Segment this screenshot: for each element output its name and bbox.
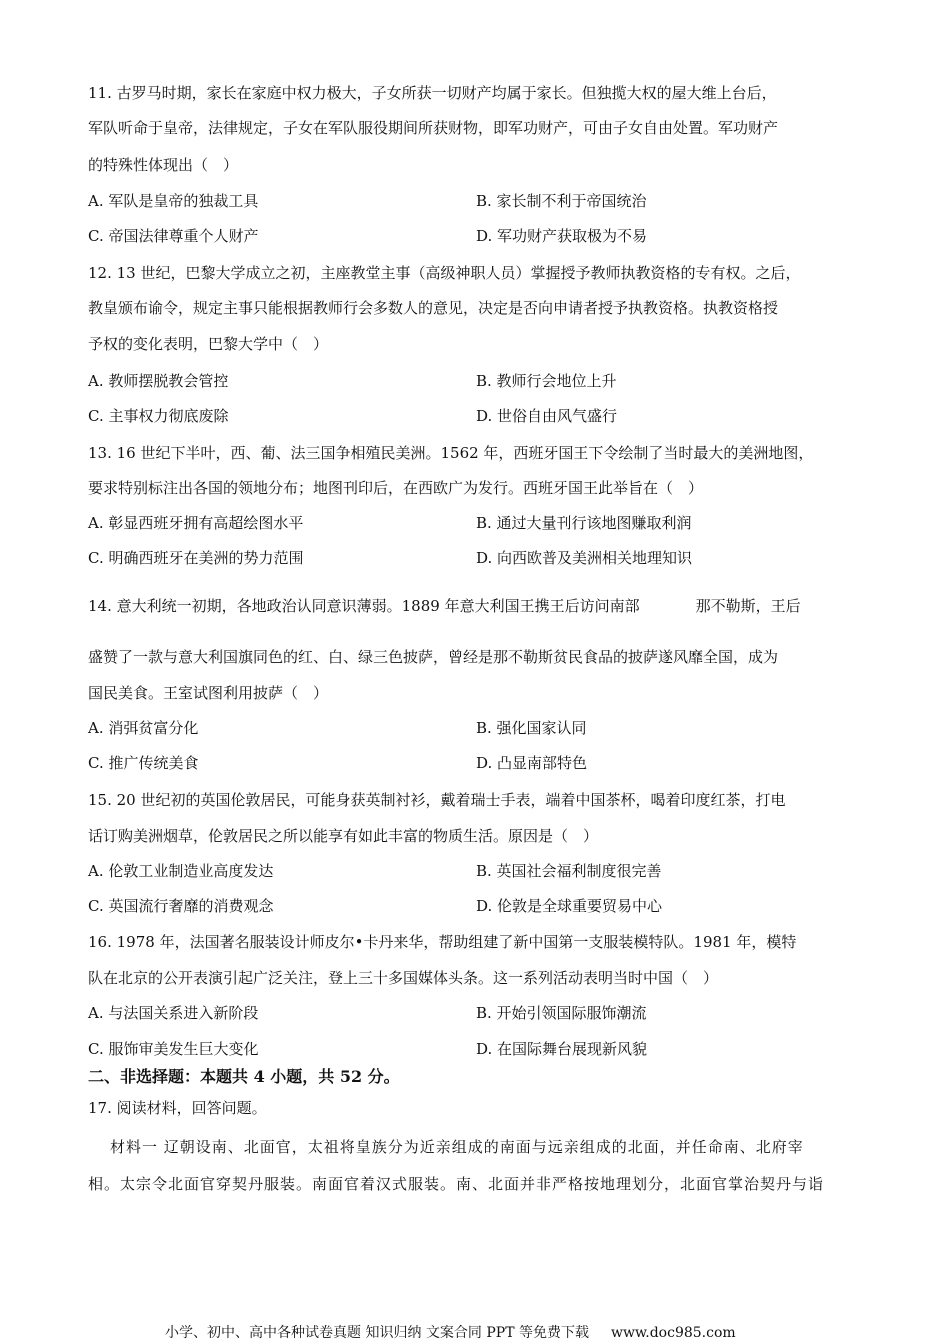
option-c: C. 服饰审美发生巨大变化 (88, 1040, 259, 1058)
question-text: 予权的变化表明，巴黎大学中（ ） (88, 335, 329, 353)
option-d: D. 军功财产获取极为不易 (476, 227, 648, 245)
question-text-part: 14. 意大利统一初期，各地政治认同意识薄弱。1889 年意大利国王携王后访问南部 (88, 597, 640, 615)
question-text: 国民美食。王室试图利用披萨（ ） (88, 684, 329, 702)
option-b: B. 强化国家认同 (476, 719, 587, 737)
question-text: 16. 1978 年，法国著名服装设计师皮尔•卡丹来华，帮助组建了新中国第一支服装模特队。1981 年，模特 (88, 933, 797, 951)
option-d: D. 伦敦是全球重要贸易中心 (476, 897, 663, 915)
question-text: 的特殊性体现出（ ） (88, 156, 239, 174)
question-text: 盛赞了一款与意大利国旗同色的红、白、绿三色披萨，曾经是那不勒斯贫民食品的披萨遂风靡全国，成为 (88, 648, 779, 666)
material-text: 相。太宗令北面官穿契丹服装。南面官着汉式服装。南、北面并非严格按地理划分，北面官掌治契丹与诣 (88, 1175, 825, 1193)
question-text: 教皇颁布谕令，规定主事只能根据教师行会多数人的意见，决定是否向申请者授予执教资格。执教资格授 (88, 299, 779, 317)
question-title: 17. 阅读材料，回答问题。 (88, 1099, 267, 1117)
footer (165, 1323, 736, 1343)
question-text (88, 596, 801, 616)
footer-text: 小学、初中、高中各种试卷真题 知识归纳 文案合同 PPT 等免费下载 (165, 1325, 589, 1341)
material-text: 材料一 辽朝设南、北面官，太祖将皇族分为近亲组成的南面与远亲组成的北面，并任命南、北府宰 (110, 1138, 804, 1156)
option-c: C. 英国流行奢靡的消费观念 (88, 897, 274, 915)
option-b: B. 家长制不利于帝国统治 (476, 192, 647, 210)
option-b: B. 教师行会地位上升 (476, 372, 617, 390)
section-heading: 二、非选择题：本题共 4 小题，共 52 分。 (88, 1067, 400, 1086)
option-d: D. 向西欧普及美洲相关地理知识 (476, 549, 693, 567)
option-b: B. 开始引领国际服饰潮流 (476, 1004, 647, 1022)
option-b: B. 英国社会福利制度很完善 (476, 862, 662, 880)
option-a: A. 消弭贫富分化 (88, 719, 199, 737)
question-text: 12. 13 世纪，巴黎大学成立之初，主座教堂主事（高级神职人员）掌握授予教师执教资格的专有权。之后， (88, 264, 801, 282)
footer-url[interactable]: www.doc985.com (610, 1325, 736, 1341)
option-d: D. 世俗自由风气盛行 (476, 407, 618, 425)
option-a: A. 教师摆脱教会管控 (88, 372, 229, 390)
option-a: A. 与法国关系进入新阶段 (88, 1004, 259, 1022)
question-text: 队在北京的公开表演引起广泛关注，登上三十多国媒体头条。这一系列活动表明当时中国（ ） (88, 969, 719, 987)
option-c: C. 推广传统美食 (88, 754, 199, 772)
option-d: D. 凸显南部特色 (476, 754, 588, 772)
question-text: 13. 16 世纪下半叶，西、葡、法三国争相殖民美洲。1562 年，西班牙国王下令绘制了当时最大的美洲地图， (88, 444, 814, 462)
option-d: D. 在国际舞台展现新风貌 (476, 1040, 648, 1058)
option-b: B. 通过大量刊行该地图赚取利润 (476, 514, 692, 532)
option-a: A. 军队是皇帝的独裁工具 (88, 192, 259, 210)
option-c: C. 主事权力彻底废除 (88, 407, 229, 425)
option-c: C. 帝国法律尊重个人财产 (88, 227, 259, 245)
option-a: A. 伦敦工业制造业高度发达 (88, 862, 274, 880)
question-text-part: 那不勒斯，王后 (695, 597, 801, 615)
question-text: 军队听命于皇帝，法律规定，子女在军队服役期间所获财物，即军功财产，可由子女自由处置。军功财产 (88, 119, 779, 137)
question-text: 11. 古罗马时期，家长在家庭中权力极大，子女所获一切财产均属于家长。但独揽大权的屋大维上台后， (88, 84, 777, 102)
option-c: C. 明确西班牙在美洲的势力范围 (88, 549, 304, 567)
question-text: 15. 20 世纪初的英国伦敦居民，可能身获英制衬衫，戴着瑞士手表，端着中国茶杯，喝着印度红茶，打电 (88, 791, 786, 809)
question-text: 要求特别标注出各国的领地分布；地图刊印后，在西欧广为发行。西班牙国王此举旨在（ ） (88, 479, 704, 497)
question-text: 话订购美洲烟草，伦敦居民之所以能享有如此丰富的物质生活。原因是（ ） (88, 827, 599, 845)
option-a: A. 彰显西班牙拥有高超绘图水平 (88, 514, 304, 532)
